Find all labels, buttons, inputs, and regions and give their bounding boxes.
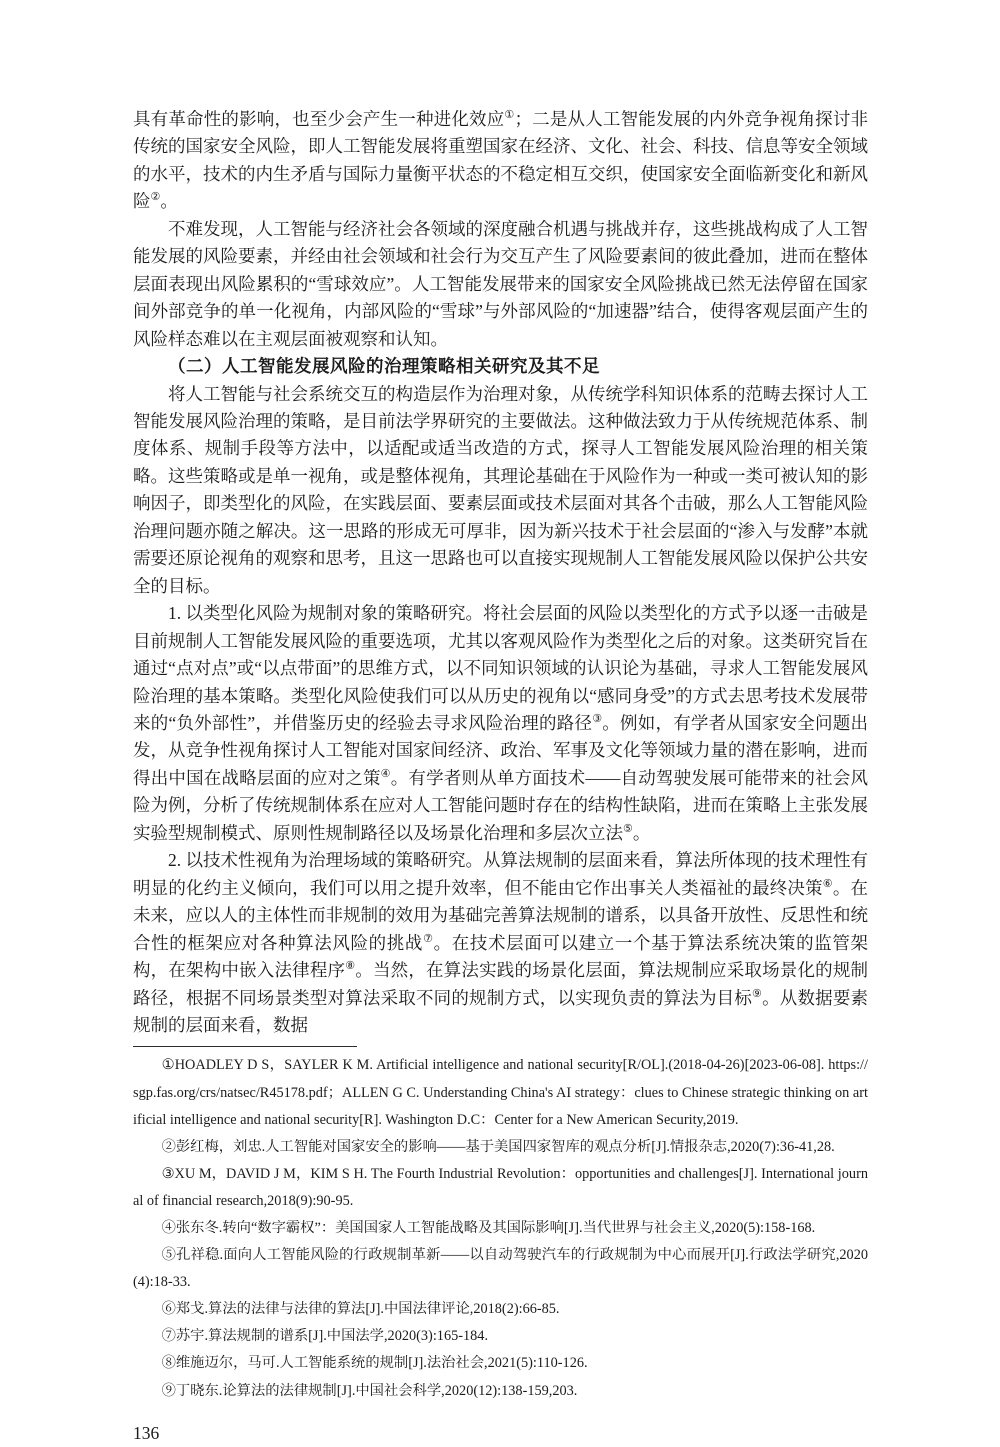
footnote-item	[133, 1215, 868, 1242]
footnote-item	[133, 1242, 868, 1296]
footnotes	[133, 1052, 868, 1404]
article-body	[133, 106, 868, 1447]
footnote-divider	[133, 1046, 357, 1047]
footnote-text: 孔祥稳.面向人工智能风险的行政规制革新——以自动驾驶汽车的行政规制为中心而展开[J].行政法学研究,2020(4):18-33.	[133, 1247, 869, 1291]
footnote-marker: ⑤	[161, 1247, 177, 1264]
paragraph-technical-perspective: 2. 以技术性视角为治理场域的策略研究。从算法规制的层面来看，算法所体现的技术理性有明显的化约主义倾向，我们可以用之提升效率，但不能由它作出事关人类福祉的最终决策⑥。在未来，应以人的主体性而非规制的效用为基础完善算法规制的谱系，以具备开放性、反思性和统合性的框架应对各种算法风险的挑战⑦。在技术层面可以建立一个基于算法系统决策的监管架构，在架构中嵌入法律程序⑧。当然，在算法实践的场景化层面，算法规制应采取场景化的规制路径，根据不同场景类型对算法采取不同的规制方式，以实现负责的算法为目标⑨。从数据要素规制的层面来看，数据	[133, 850, 869, 1035]
footnote-ref: ⑨	[752, 987, 763, 1000]
footnote-ref: ④	[380, 768, 391, 781]
footnote-marker: ⑥	[161, 1301, 176, 1318]
section-heading-2: （二）人工智能发展风险的治理策略相关研究及其不足	[168, 356, 600, 377]
footnote-marker: ①	[161, 1057, 175, 1074]
footnote-item	[133, 1323, 868, 1350]
footnote-ref: ⑥	[822, 877, 833, 890]
footnote-marker: ⑧	[161, 1355, 176, 1372]
footnote-text: 张东冬.转向“数字霸权”：美国国家人工智能战略及其国际影响[J].当代世界与社会主义,2020(5):158-168.	[175, 1219, 816, 1236]
footnote-item	[133, 1378, 868, 1405]
footnote-ref: ⑧	[345, 960, 356, 973]
footnote-text: 郑戈.算法的法律与法律的算法[J].中国法律评论,2018(2):66-85.	[175, 1301, 560, 1318]
footnote-marker: ②	[161, 1138, 176, 1155]
footnote-item	[133, 1296, 868, 1323]
paragraph-snowball-effect: 不难发现，人工智能与经济社会各领域的深度融合机遇与挑战并存，这些挑战构成了人工智能发展的风险要素，并经由社会领域和社会行为交互产生了风险要素间的彼此叠加，进而在整体层面表现出风险累积的“雪球效应”。人工智能发展带来的国家安全风险挑战已然无法停留在国家间外部竞争的单一化视角，内部风险的“雪球”与外部风险的“加速器”结合，使得客观层面产生的风险样态难以在主观层面被观察和认知。	[133, 218, 868, 349]
footnote-ref: ②	[150, 191, 161, 204]
paragraph-typified-risk: 1. 以类型化风险为规制对象的策略研究。将社会层面的风险以类型化的方式予以逐一击破是目前规制人工智能发展风险的重要选项，尤其以客观风险作为类型化之后的对象。这类研究旨在通过“点对点”或“以点带面”的思维方式，以不同知识领域的认识论为基础，寻求人工智能发展风险治理的基本策略。类型化风险使我们可以从历史的视角以“感同身受”的方式去思考技术发展带来的“负外部性”，并借鉴历史的经验去寻求风险治理的路径③。例如，有学者从国家安全问题出发，从竞争性视角探讨人工智能对国家间经济、政治、军事及文化等领域力量的潜在影响，进而得出中国在战略层面的应对之策④。有学者则从单方面技术——自动驾驶发展可能带来的社会风险为例，分析了传统规制体系在应对人工智能问题时存在的结构性缺陷，进而在策略上主张发展实验型规制模式、原则性规制路径以及场景化治理和多层次立法⑤。	[133, 603, 868, 843]
footnote-item	[133, 1134, 868, 1161]
paragraph-continuation: 具有革命性的影响，也至少会产生一种进化效应①；二是从人工智能发展的内外竞争视角探讨非传统的国家安全风险，即人工智能发展将重塑国家在经济、文化、社会、科技、信息等安全领域的水平，技术的内生矛盾与国际力量衡平状态的不稳定相互交织，使国家安全面临新变化和新风险②。	[133, 109, 869, 212]
footnote-text: 苏宇.算法规制的谱系[J].中国法学,2020(3):165-184.	[175, 1328, 489, 1345]
footnote-text: 彭红梅，刘忠.人工智能对国家安全的影响——基于美国四家智库的观点分析[J].情报杂志,2020(7):36-41,28.	[175, 1138, 835, 1155]
footnote-item	[133, 1161, 868, 1215]
footnote-text: XU M，DAVID J M，KIM S H. The Fourth Industrial Revolution：opportunities and challenges[J]. International journal of financial research,2018(9):90-95.	[133, 1165, 868, 1209]
footnote-item	[133, 1350, 868, 1377]
footnote-marker: ④	[161, 1219, 176, 1236]
footnote-item	[133, 1052, 868, 1133]
footnote-marker: ⑨	[161, 1382, 176, 1399]
page-number: 136	[133, 1422, 160, 1443]
footnote-ref: ⑦	[423, 932, 434, 945]
footnote-marker: ⑦	[161, 1328, 176, 1345]
paragraph-governance-strategy: 将人工智能与社会系统交互的构造层作为治理对象，从传统学科知识体系的范畴去探讨人工智能发展风险治理的策略，是目前法学界研究的主要做法。这种做法致力于从传统规范体系、制度体系、规制手段等方法中，以适配或适当改造的方式，探寻人工智能发展风险治理的相关策略。这些策略或是单一视角，或是整体视角，其理论基础在于风险作为一种或一类可被认知的影响因子，即类型化的风险，在实践层面、要素层面或技术层面对其各个击破，那么人工智能风险治理问题亦随之解决。这一思路的形成无可厚非，因为新兴技术于社会层面的“渗入与发酵”本就需要还原论视角的观察和思考，且这一思路也可以直接实现规制人工智能发展风险以保护公共安全的目标。	[133, 383, 868, 596]
footnote-ref: ③	[592, 713, 603, 726]
footnote-ref: ①	[504, 109, 515, 122]
footnote-text: 丁晓东.论算法的法律规制[J].中国社会科学,2020(12):138-159,203.	[175, 1382, 578, 1399]
footnote-text: 维施迈尔，马可.人工智能系统的规制[J].法治社会,2021(5):110-126.	[175, 1355, 588, 1372]
footnote-text: HOADLEY D S，SAYLER K M. Artificial intelligence and national security[R/OL].(2018-04-26)[2023-06-08]. https://sgp.fas.org/crs/natsec/R45178.pdf；ALLEN G C. Understanding China's AI strategy：clues to Chinese strategic thinking on artificial intelligence and national security[R]. Washington D.C：Center for a New American Security,2019.	[133, 1057, 868, 1128]
footnote-ref: ⑤	[623, 822, 633, 835]
footnote-marker: ③	[161, 1165, 175, 1182]
